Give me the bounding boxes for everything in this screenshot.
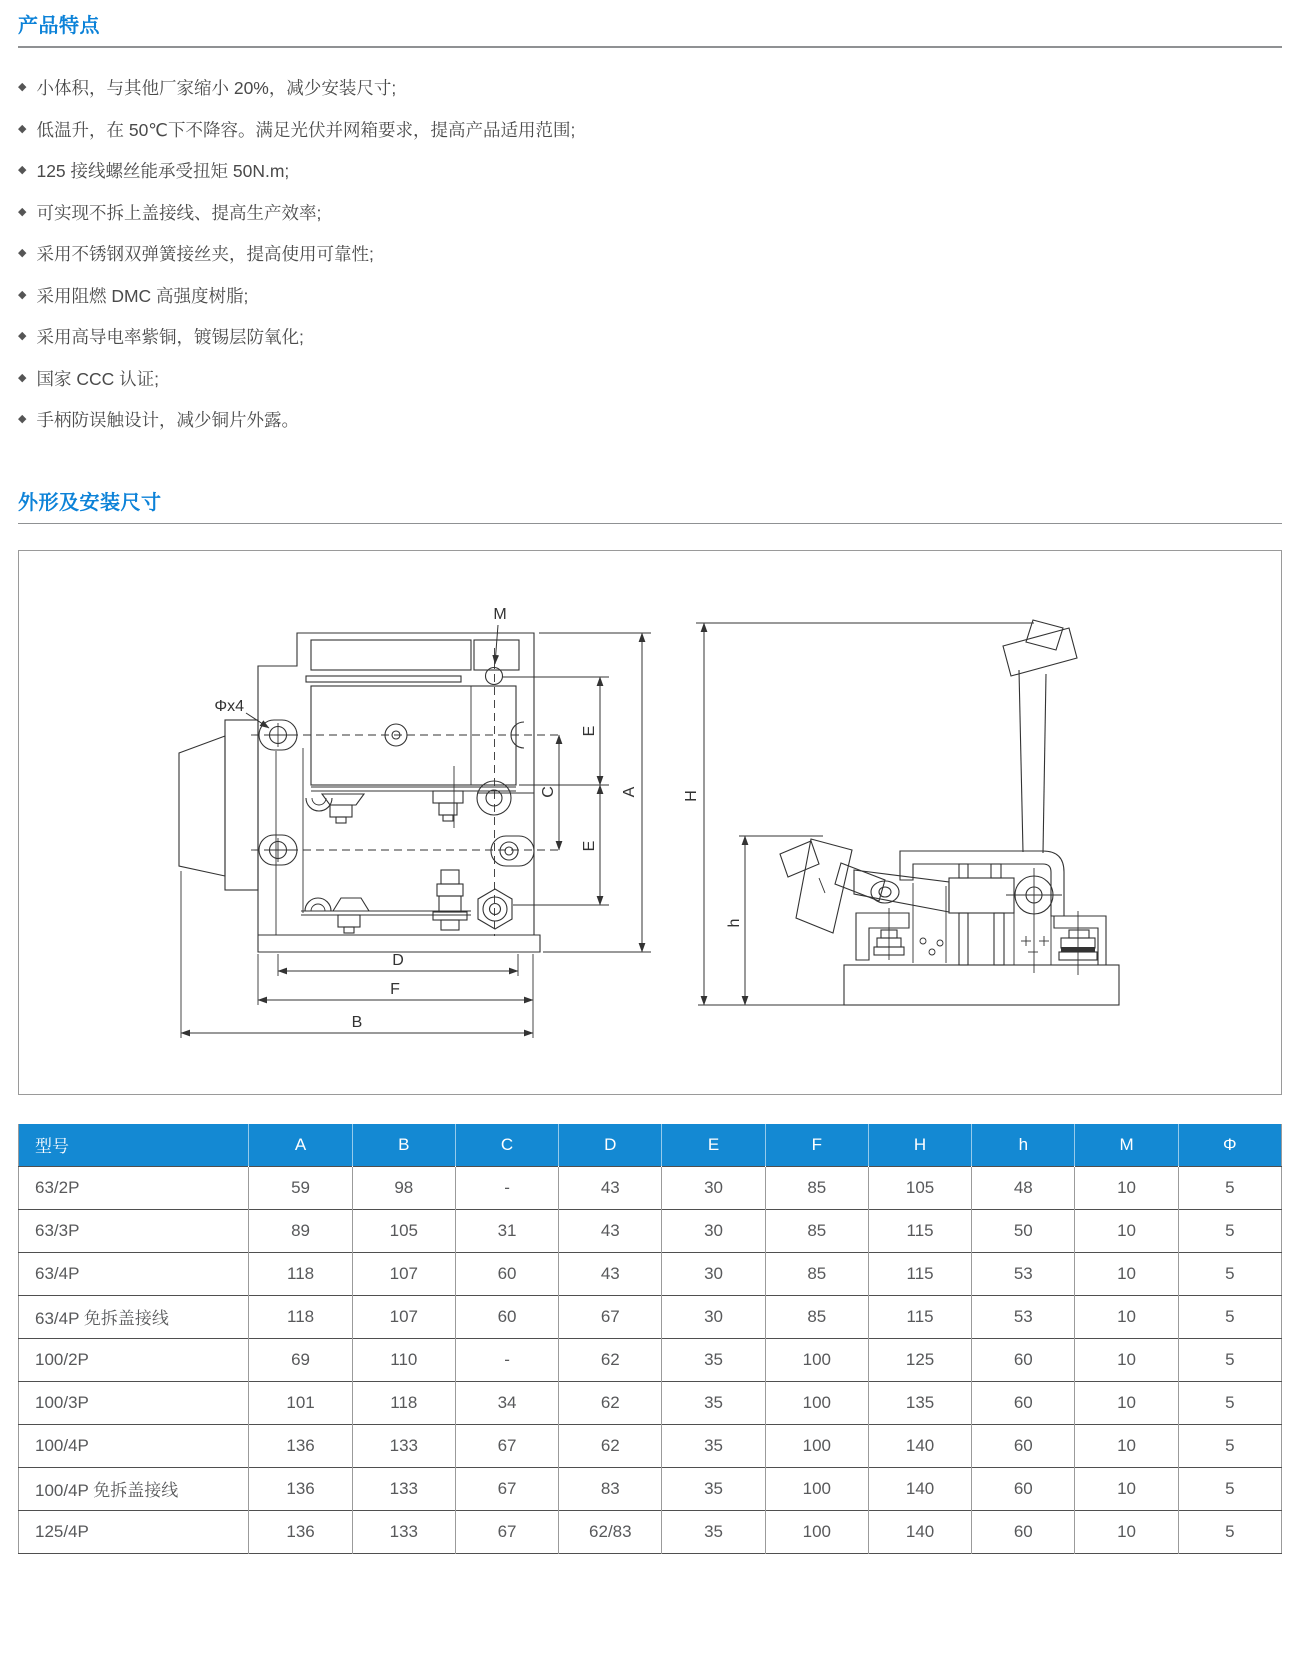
- divider-line: [18, 46, 1282, 48]
- left-insulator: [856, 913, 909, 960]
- value-cell: 43: [559, 1209, 662, 1252]
- value-cell: 136: [249, 1467, 352, 1510]
- technical-drawing: [19, 551, 1280, 1094]
- value-cell: 5: [1178, 1338, 1281, 1381]
- table-row: [19, 1510, 1282, 1553]
- feature-text: 采用阻燃 DMC 高强度树脂;: [36, 285, 249, 306]
- divider-line: [18, 523, 1282, 524]
- value-cell: 43: [559, 1166, 662, 1209]
- value-cell: 10: [1075, 1424, 1178, 1467]
- value-cell: 100: [765, 1424, 868, 1467]
- column-header: M: [1075, 1124, 1178, 1167]
- diamond-bullet-icon: ◆: [18, 122, 27, 135]
- value-cell: 60: [972, 1338, 1075, 1381]
- contact-bridge: [949, 878, 1014, 913]
- feature-text: 低温升，在 50℃下不降容。满足光伏并网箱要求，提高产品适用范围;: [36, 119, 576, 140]
- value-cell: 10: [1075, 1252, 1178, 1295]
- feature-item: [18, 316, 1282, 358]
- value-cell: 140: [868, 1510, 971, 1553]
- value-cell: 10: [1075, 1338, 1178, 1381]
- column-header: D: [559, 1124, 662, 1167]
- value-cell: 30: [662, 1252, 765, 1295]
- feature-text: 手柄防误触设计，减少铜片外露。: [36, 410, 299, 431]
- diamond-bullet-icon: ◆: [18, 205, 27, 218]
- value-cell: 30: [662, 1209, 765, 1252]
- arc-housing: [900, 851, 1064, 916]
- feature-item: [18, 275, 1282, 317]
- dim-label-b: B: [351, 1013, 363, 1031]
- value-cell: 59: [249, 1166, 352, 1209]
- value-cell: 5: [1178, 1424, 1281, 1467]
- table-row: [19, 1467, 1282, 1510]
- column-header: Φ: [1178, 1124, 1281, 1167]
- dim-table-head-row: [19, 1124, 1282, 1167]
- value-cell: 115: [868, 1295, 971, 1338]
- dim-label-total-height: H: [683, 789, 700, 802]
- value-cell: 10: [1075, 1295, 1178, 1338]
- value-cell: 133: [352, 1467, 455, 1510]
- value-cell: 140: [868, 1467, 971, 1510]
- dim-label-e-bottom: E: [581, 840, 598, 851]
- diamond-bullet-icon: ◆: [18, 247, 27, 260]
- feature-item: [18, 67, 1282, 109]
- feature-text: 国家 CCC 认证;: [36, 368, 159, 389]
- column-header: h: [972, 1124, 1075, 1167]
- table-row: [19, 1295, 1282, 1338]
- value-cell: 62: [559, 1424, 662, 1467]
- value-cell: 60: [972, 1510, 1075, 1553]
- value-cell: 83: [559, 1467, 662, 1510]
- value-cell: 10: [1075, 1166, 1178, 1209]
- value-cell: 62: [559, 1338, 662, 1381]
- column-header: H: [868, 1124, 971, 1167]
- value-cell: 5: [1178, 1209, 1281, 1252]
- diamond-bullet-icon: ◆: [18, 371, 27, 384]
- value-cell: 110: [352, 1338, 455, 1381]
- value-cell: 5: [1178, 1510, 1281, 1553]
- value-cell: 10: [1075, 1510, 1178, 1553]
- value-cell: 118: [352, 1381, 455, 1424]
- value-cell: 67: [455, 1424, 558, 1467]
- value-cell: -: [455, 1166, 558, 1209]
- value-cell: 89: [249, 1209, 352, 1252]
- dim-label-f: F: [390, 980, 400, 998]
- value-cell: 30: [662, 1295, 765, 1338]
- value-cell: 107: [352, 1295, 455, 1338]
- dim-label-c: C: [540, 785, 557, 798]
- handle-down-cap: [780, 841, 819, 877]
- feature-text: 125 接线螺丝能承受扭矩 50N.m;: [36, 161, 290, 182]
- value-cell: 100: [765, 1467, 868, 1510]
- table-row: [19, 1381, 1282, 1424]
- value-cell: 105: [352, 1209, 455, 1252]
- value-cell: 115: [868, 1209, 971, 1252]
- value-cell: 85: [765, 1252, 868, 1295]
- value-cell: 5: [1178, 1381, 1281, 1424]
- m-leader-line: [495, 625, 498, 664]
- dim-label-phi: Φx4: [214, 697, 244, 715]
- feature-text: 可实现不拆上盖接线、提高生产效率;: [36, 202, 322, 223]
- value-cell: 35: [662, 1381, 765, 1424]
- value-cell: 62/83: [559, 1510, 662, 1553]
- side-view-drawing: [683, 620, 1119, 1005]
- features-section-title: 产品特点: [18, 15, 100, 37]
- feature-item: [18, 109, 1282, 151]
- value-cell: 10: [1075, 1381, 1178, 1424]
- value-cell: 35: [662, 1338, 765, 1381]
- value-cell: 5: [1178, 1467, 1281, 1510]
- value-cell: 67: [559, 1295, 662, 1338]
- diamond-bullet-icon: ◆: [18, 81, 27, 94]
- dim-table-body: [19, 1166, 1282, 1553]
- value-cell: 125: [868, 1338, 971, 1381]
- dim-label-d: D: [392, 951, 404, 969]
- table-row: [19, 1209, 1282, 1252]
- value-cell: 60: [455, 1252, 558, 1295]
- value-cell: 62: [559, 1381, 662, 1424]
- column-header: 型号: [19, 1124, 249, 1167]
- diamond-bullet-icon: ◆: [18, 413, 27, 426]
- model-cell: 63/4P: [19, 1252, 249, 1295]
- value-cell: 5: [1178, 1166, 1281, 1209]
- value-cell: 31: [455, 1209, 558, 1252]
- value-cell: 100: [765, 1381, 868, 1424]
- value-cell: 136: [249, 1424, 352, 1467]
- table-row: [19, 1252, 1282, 1295]
- dim-label-base-height: h: [726, 918, 743, 927]
- handle-up: [1003, 628, 1077, 676]
- value-cell: 50: [972, 1209, 1075, 1252]
- value-cell: 35: [662, 1424, 765, 1467]
- front-view-drawing: [179, 606, 651, 1038]
- column-header: B: [352, 1124, 455, 1167]
- value-cell: 107: [352, 1252, 455, 1295]
- feature-item: [18, 233, 1282, 275]
- value-cell: 136: [249, 1510, 352, 1553]
- handle-grip: [179, 736, 225, 876]
- feature-item: [18, 358, 1282, 400]
- handle-shaft: [1019, 670, 1023, 852]
- value-cell: 135: [868, 1381, 971, 1424]
- feature-item: [18, 399, 1282, 441]
- handle-stem: [225, 720, 258, 890]
- dim-label-a: A: [621, 786, 638, 797]
- column-header: E: [662, 1124, 765, 1167]
- value-cell: 35: [662, 1510, 765, 1553]
- value-cell: 101: [249, 1381, 352, 1424]
- value-cell: 115: [868, 1252, 971, 1295]
- dimensions-section-title: 外形及安装尺寸: [18, 491, 162, 514]
- value-cell: 67: [455, 1467, 558, 1510]
- value-cell: 60: [972, 1467, 1075, 1510]
- value-cell: 48: [972, 1166, 1075, 1209]
- column-header: F: [765, 1124, 868, 1167]
- value-cell: 85: [765, 1166, 868, 1209]
- value-cell: 53: [972, 1295, 1075, 1338]
- value-cell: 34: [455, 1381, 558, 1424]
- value-cell: 10: [1075, 1467, 1178, 1510]
- model-cell: 100/4P 免拆盖接线: [19, 1467, 249, 1510]
- phi-hole: [500, 842, 518, 860]
- feature-text: 小体积，与其他厂家缩小 20%，减少安装尺寸;: [36, 78, 397, 99]
- switch-blade: [854, 870, 949, 912]
- value-cell: 5: [1178, 1252, 1281, 1295]
- value-cell: 118: [249, 1252, 352, 1295]
- table-row: [19, 1424, 1282, 1467]
- value-cell: 5: [1178, 1295, 1281, 1338]
- value-cell: 85: [765, 1295, 868, 1338]
- column-header: C: [455, 1124, 558, 1167]
- diamond-bullet-icon: ◆: [18, 288, 27, 301]
- value-cell: 100: [765, 1338, 868, 1381]
- table-row: [19, 1166, 1282, 1209]
- value-cell: 105: [868, 1166, 971, 1209]
- diamond-bullet-icon: ◆: [18, 164, 27, 177]
- value-cell: 30: [662, 1166, 765, 1209]
- feature-list: [18, 67, 1282, 441]
- dim-label-m: M: [493, 605, 507, 623]
- value-cell: 60: [972, 1381, 1075, 1424]
- value-cell: 140: [868, 1424, 971, 1467]
- value-cell: 85: [765, 1209, 868, 1252]
- feature-text: 采用高导电率紫铜，镀锡层防氧化;: [36, 327, 304, 348]
- model-cell: 100/4P: [19, 1424, 249, 1467]
- feature-text: 采用不锈钢双弹簧接丝夹，提高使用可靠性;: [36, 244, 374, 265]
- value-cell: 43: [559, 1252, 662, 1295]
- value-cell: 53: [972, 1252, 1075, 1295]
- value-cell: 133: [352, 1424, 455, 1467]
- value-cell: 10: [1075, 1209, 1178, 1252]
- model-cell: 63/3P: [19, 1209, 249, 1252]
- column-header: A: [249, 1124, 352, 1167]
- value-cell: 69: [249, 1338, 352, 1381]
- model-cell: 63/4P 免拆盖接线: [19, 1295, 249, 1338]
- dimension-drawing-panel: [18, 550, 1282, 1095]
- value-cell: 35: [662, 1467, 765, 1510]
- value-cell: -: [455, 1338, 558, 1381]
- model-cell: 125/4P: [19, 1510, 249, 1553]
- dimension-table: [18, 1124, 1282, 1554]
- value-cell: 60: [455, 1295, 558, 1338]
- model-cell: 100/2P: [19, 1338, 249, 1381]
- right-insulator: [1054, 916, 1106, 965]
- dim-label-e-top: E: [581, 725, 598, 736]
- table-row: [19, 1338, 1282, 1381]
- value-cell: 60: [972, 1424, 1075, 1467]
- feature-item: [18, 192, 1282, 234]
- feature-item: [18, 150, 1282, 192]
- model-cell: 100/3P: [19, 1381, 249, 1424]
- value-cell: 100: [765, 1510, 868, 1553]
- value-cell: 133: [352, 1510, 455, 1553]
- handle-down: [796, 839, 852, 933]
- value-cell: 98: [352, 1166, 455, 1209]
- value-cell: 118: [249, 1295, 352, 1338]
- value-cell: 67: [455, 1510, 558, 1553]
- model-cell: 63/2P: [19, 1166, 249, 1209]
- diamond-bullet-icon: ◆: [18, 330, 27, 343]
